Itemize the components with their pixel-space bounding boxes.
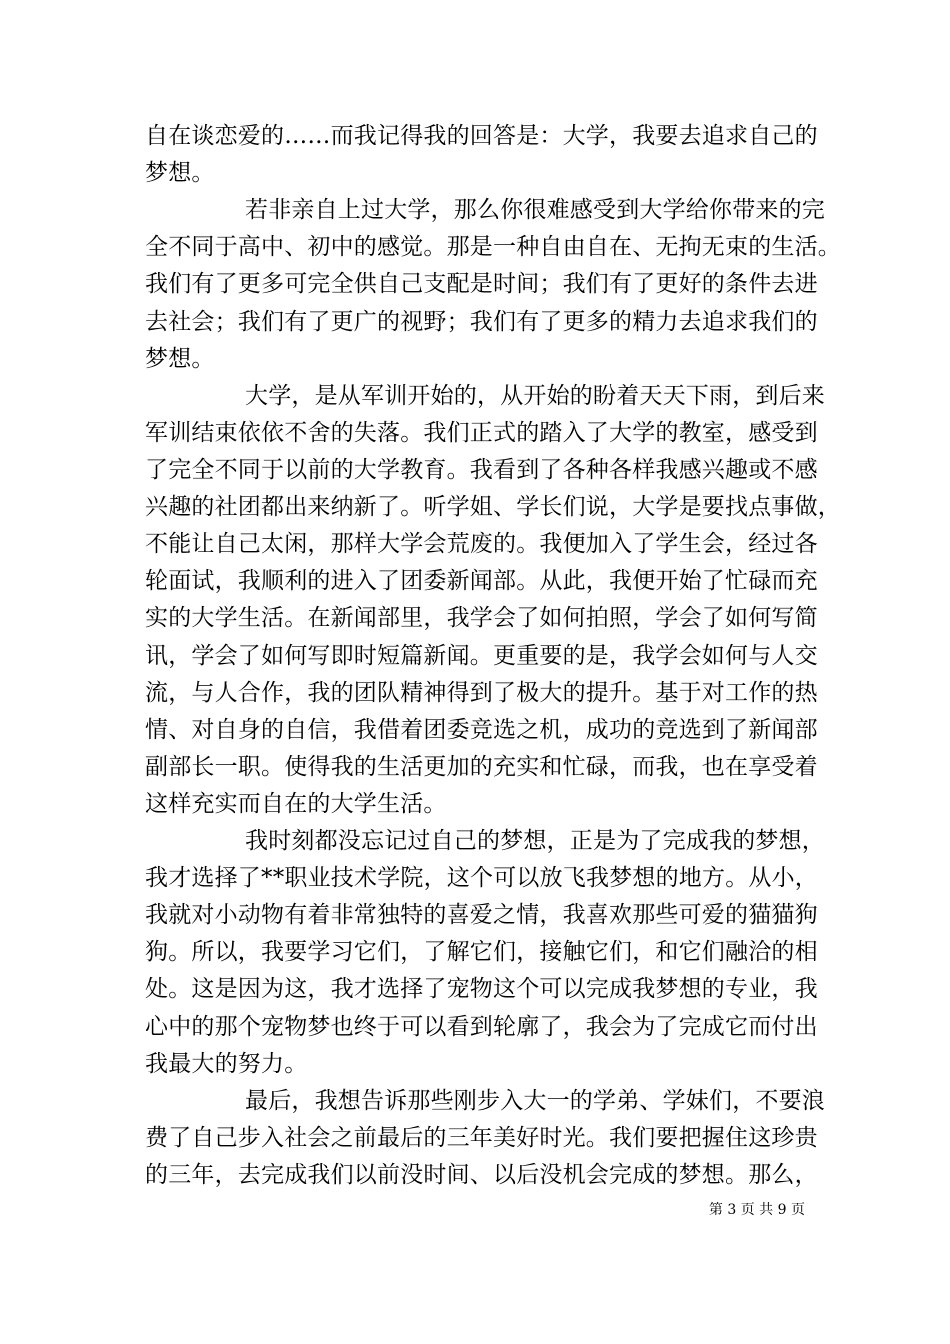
- paragraph-first-line: 若非亲自上过大学，那么你很难感受到大学给你带来的完: [245, 197, 825, 223]
- text-line: 狗。所以，我要学习它们，了解它们，接触它们，和它们融洽的相: [145, 939, 818, 965]
- text-line: 轮面试，我顺利的进入了团委新闻部。从此，我便开始了忙碌而充: [145, 568, 818, 594]
- text-line: 费了自己步入社会之前最后的三年美好时光。我们要把握住这珍贵: [145, 1125, 818, 1151]
- text-line: 我就对小动物有着非常独特的喜爱之情，我喜欢那些可爱的猫猫狗: [145, 902, 818, 928]
- text-line: 情、对自身的自信，我借着团委竞选之机，成功的竞选到了新闻部: [145, 717, 818, 743]
- page-number-footer: 第 3 页 共 9 页: [708, 1202, 805, 1218]
- text-line: 心中的那个宠物梦也终于可以看到轮廓了，我会为了完成它而付出: [145, 1014, 818, 1040]
- text-line: 讯，学会了如何写即时短篇新闻。更重要的是，我学会如何与人交: [145, 643, 818, 669]
- text-line: 实的大学生活。在新闻部里，我学会了如何拍照，学会了如何写简: [145, 605, 818, 631]
- text-line: 我才选择了**职业技术学院，这个可以放飞我梦想的地方。从小，: [145, 865, 818, 891]
- text-line: 我最大的努力。: [145, 1051, 308, 1077]
- text-line: 梦想。: [145, 160, 215, 186]
- text-line: 不能让自己太闲，那样大学会荒废的。我便加入了学生会，经过各: [145, 531, 818, 557]
- text-line: 军训结束依依不舍的失落。我们正式的踏入了大学的教室，感受到: [145, 420, 818, 446]
- paragraph-first-line: 大学，是从军训开始的，从开始的盼着天天下雨，到后来: [245, 383, 825, 409]
- paragraph-first-line: 我时刻都没忘记过自己的梦想，正是为了完成我的梦想，: [245, 828, 825, 854]
- text-line: 的三年，去完成我们以前没时间、以后没机会完成的梦想。那么，: [145, 1162, 818, 1188]
- text-line: 这样充实而自在的大学生活。: [145, 791, 447, 817]
- text-line: 副部长一职。使得我的生活更加的充实和忙碌，而我，也在享受着: [145, 754, 818, 780]
- text-line: 流，与人合作，我的团队精神得到了极大的提升。基于对工作的热: [145, 680, 818, 706]
- text-line: 全不同于高中、初中的感觉。那是一种自由自在、无拘无束的生活。: [145, 234, 841, 260]
- text-line: 去社会；我们有了更广的视野；我们有了更多的精力去追求我们的: [145, 309, 818, 335]
- text-line: 处。这是因为这，我才选择了宠物这个可以完成我梦想的专业，我: [145, 976, 818, 1002]
- text-line: 我们有了更多可完全供自己支配是时间；我们有了更好的条件去进: [145, 271, 818, 297]
- paragraph-first-line: 最后，我想告诉那些刚步入大一的学弟、学妹们，不要浪: [245, 1088, 825, 1114]
- text-line: 自在谈恋爱的……而我记得我的回答是：大学，我要去追求自己的: [145, 123, 818, 149]
- text-line: 兴趣的社团都出来纳新了。听学姐、学长们说，大学是要找点事做，: [145, 494, 841, 520]
- text-line: 梦想。: [145, 346, 215, 372]
- text-line: 了完全不同于以前的大学教育。我看到了各种各样我感兴趣或不感: [145, 457, 818, 483]
